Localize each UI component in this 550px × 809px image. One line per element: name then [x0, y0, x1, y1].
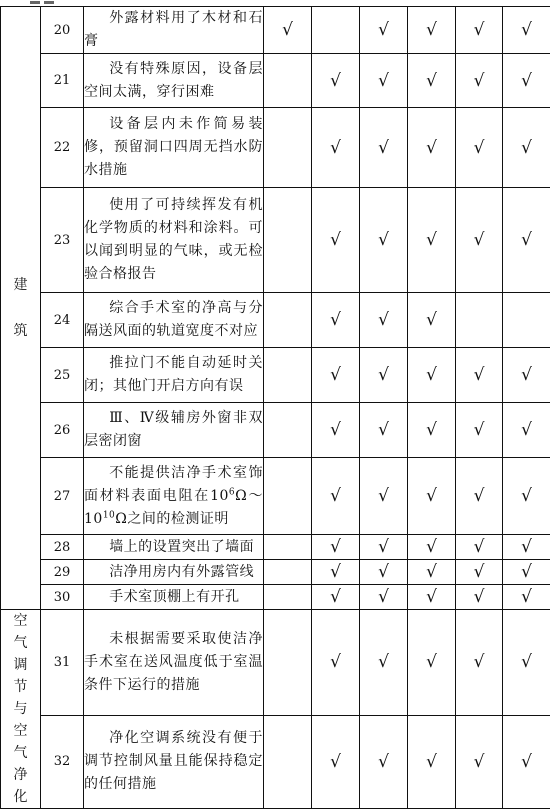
table-row: [1, 54, 550, 108]
check-mark-icon: √: [503, 585, 550, 610]
item-description: 没有特殊原因，设备层空间太满，穿行困难: [84, 54, 264, 108]
item-number: 26: [41, 403, 84, 458]
check-mark-icon: √: [456, 458, 503, 535]
check-mark-icon: √: [408, 348, 456, 403]
check-mark-icon: √: [360, 293, 408, 348]
check-mark-icon: √: [503, 610, 550, 716]
check-mark-icon: √: [456, 610, 503, 716]
check-mark-icon: √: [312, 610, 360, 716]
item-number: 20: [41, 7, 84, 54]
item-description: 净化空调系统没有便于调节控制风量且能保持稳定的任何措施: [84, 715, 264, 809]
check-mark-icon: √: [312, 560, 360, 585]
empty-check-cell: [312, 7, 360, 54]
check-mark-icon: √: [360, 188, 408, 293]
check-mark-icon: √: [408, 7, 456, 54]
table-row: [1, 715, 550, 809]
check-mark-icon: √: [408, 560, 456, 585]
table-row: [1, 293, 550, 348]
empty-check-cell: [264, 610, 312, 716]
check-mark-icon: √: [456, 188, 503, 293]
table-row: [1, 7, 550, 54]
item-number: 32: [41, 715, 84, 809]
check-mark-icon: √: [408, 535, 456, 560]
empty-check-cell: [456, 293, 503, 348]
inspection-table: [0, 6, 550, 809]
check-mark-icon: √: [408, 715, 456, 809]
check-mark-icon: √: [312, 348, 360, 403]
check-mark-icon: √: [312, 108, 360, 188]
table-row: [1, 560, 550, 585]
check-mark-icon: √: [456, 715, 503, 809]
table-row: [1, 348, 550, 403]
check-mark-icon: √: [312, 54, 360, 108]
item-number: 30: [41, 585, 84, 610]
check-mark-icon: √: [408, 54, 456, 108]
check-mark-icon: √: [503, 403, 550, 458]
check-mark-icon: √: [360, 348, 408, 403]
empty-check-cell: [264, 560, 312, 585]
category-cell: 空 气 调 节 与 空 气 净 化: [1, 610, 41, 809]
check-mark-icon: √: [503, 458, 550, 535]
check-mark-icon: √: [264, 7, 312, 54]
table-row: [1, 585, 550, 610]
empty-check-cell: [264, 188, 312, 293]
empty-check-cell: [503, 293, 550, 348]
item-number: 23: [41, 188, 84, 293]
check-mark-icon: √: [312, 293, 360, 348]
empty-check-cell: [264, 715, 312, 809]
item-description: 手术室顶棚上有开孔: [84, 585, 264, 610]
item-number: 22: [41, 108, 84, 188]
check-mark-icon: √: [503, 54, 550, 108]
check-mark-icon: √: [360, 7, 408, 54]
check-mark-icon: √: [360, 535, 408, 560]
check-mark-icon: √: [408, 610, 456, 716]
item-description: 未根据需要采取使洁净手术室在送风温度低于室温条件下运行的措施: [84, 610, 264, 716]
check-mark-icon: √: [312, 458, 360, 535]
check-mark-icon: √: [456, 535, 503, 560]
item-number: 27: [41, 458, 84, 535]
check-mark-icon: √: [503, 560, 550, 585]
check-mark-icon: √: [408, 188, 456, 293]
check-mark-icon: √: [503, 108, 550, 188]
empty-check-cell: [264, 535, 312, 560]
check-mark-icon: √: [360, 610, 408, 716]
item-description: 设备层内未作简易装修，预留洞口四周无挡水防水措施: [84, 108, 264, 188]
item-description: 综合手术室的净高与分隔送风面的轨道宽度不对应: [84, 293, 264, 348]
empty-check-cell: [264, 348, 312, 403]
check-mark-icon: √: [360, 108, 408, 188]
check-mark-icon: √: [312, 535, 360, 560]
check-mark-icon: √: [360, 585, 408, 610]
table-row: [1, 403, 550, 458]
empty-check-cell: [264, 458, 312, 535]
check-mark-icon: √: [456, 108, 503, 188]
item-number: 29: [41, 560, 84, 585]
check-mark-icon: √: [408, 403, 456, 458]
empty-check-cell: [264, 585, 312, 610]
table-body: [1, 7, 550, 809]
item-description: 外露材料用了木材和石膏: [84, 7, 264, 54]
item-description: 推拉门不能自动延时关闭；其他门开启方向有误: [84, 348, 264, 403]
check-mark-icon: √: [312, 715, 360, 809]
item-number: 25: [41, 348, 84, 403]
check-mark-icon: √: [503, 535, 550, 560]
table-row: [1, 458, 550, 535]
item-description: 不能提供洁净手术室饰面材料表面电阻在$10^6\Omega\sim 10^{10}\Omega$之间的检测证明: [84, 458, 264, 535]
table-row: [1, 535, 550, 560]
empty-check-cell: [264, 293, 312, 348]
check-mark-icon: √: [360, 403, 408, 458]
check-mark-icon: √: [408, 585, 456, 610]
table-row: [1, 108, 550, 188]
check-mark-icon: √: [456, 403, 503, 458]
item-number: 21: [41, 54, 84, 108]
check-mark-icon: √: [312, 403, 360, 458]
check-mark-icon: √: [456, 7, 503, 54]
check-mark-icon: √: [408, 458, 456, 535]
check-mark-icon: √: [312, 188, 360, 293]
check-mark-icon: √: [456, 348, 503, 403]
item-number: 31: [41, 610, 84, 716]
item-description: Ⅲ、Ⅳ级辅房外窗非双层密闭窗: [84, 403, 264, 458]
check-mark-icon: √: [408, 108, 456, 188]
check-mark-icon: √: [456, 560, 503, 585]
check-mark-icon: √: [503, 348, 550, 403]
check-mark-icon: √: [360, 715, 408, 809]
empty-check-cell: [264, 108, 312, 188]
check-mark-icon: √: [360, 458, 408, 535]
item-description: 洁净用房内有外露管线: [84, 560, 264, 585]
item-description: 墙上的设置突出了墙面: [84, 535, 264, 560]
item-number: 28: [41, 535, 84, 560]
check-mark-icon: √: [456, 54, 503, 108]
table-row: [1, 610, 550, 716]
check-mark-icon: √: [503, 715, 550, 809]
category-cell: 建 筑: [1, 7, 41, 610]
item-description: 使用了可持续挥发有机化学物质的材料和涂料。可以闻到明显的气味，或无检验合格报告: [84, 188, 264, 293]
check-mark-icon: √: [360, 560, 408, 585]
empty-check-cell: [264, 403, 312, 458]
table-row: [1, 188, 550, 293]
check-mark-icon: √: [503, 188, 550, 293]
check-mark-icon: √: [408, 293, 456, 348]
item-number: 24: [41, 293, 84, 348]
empty-check-cell: [264, 54, 312, 108]
check-mark-icon: √: [360, 54, 408, 108]
check-mark-icon: √: [312, 585, 360, 610]
check-mark-icon: √: [456, 585, 503, 610]
check-mark-icon: √: [503, 7, 550, 54]
